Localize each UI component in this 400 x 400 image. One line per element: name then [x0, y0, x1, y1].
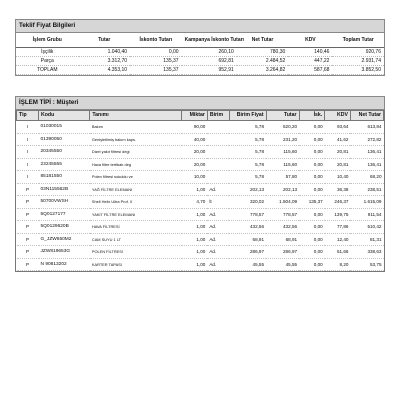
items-col-header: Miktar — [182, 111, 208, 121]
items-cell: 0,00 — [299, 246, 325, 259]
items-cell: 20,00 — [182, 158, 208, 171]
items-cell: Ad. — [207, 258, 229, 271]
offer-cell: 780,30 — [237, 48, 289, 57]
items-cell: 1.504,09 — [266, 196, 299, 209]
offer-cell: 447,22 — [288, 57, 332, 66]
offer-col-header: Kampanya İskonto Tutarı — [182, 33, 237, 48]
items-cell: 68,20 — [350, 171, 383, 184]
items-cell: Genişletilmiş bakım kaps. — [90, 133, 182, 146]
items-cell: 10,40 — [325, 171, 351, 184]
items-cell: 01390050 — [39, 133, 90, 146]
items-cell: 778,57 — [229, 208, 266, 221]
items-cell: 1,00 — [182, 183, 208, 196]
items-cell: 0,00 — [299, 233, 325, 246]
items-cell: 1,00 — [182, 233, 208, 246]
items-cell: 81,31 — [350, 233, 383, 246]
items-cell: 778,57 — [266, 208, 299, 221]
items-cell: 12,40 — [325, 233, 351, 246]
items-col-header: Birim — [207, 111, 229, 121]
items-cell: I — [17, 133, 39, 146]
items-cell: 272,82 — [350, 133, 383, 146]
items-cell: 510,42 — [350, 221, 383, 234]
items-cell: 0,00 — [299, 146, 325, 159]
items-cell: Dizel yakıt filtresi degi — [90, 146, 182, 159]
offer-cell: 920,76 — [332, 48, 384, 57]
items-cell: 45,55 — [266, 258, 299, 271]
items-row — [17, 196, 384, 209]
items-cell: 5Q0127177 — [39, 208, 90, 221]
items-cell: 4,70 — [182, 196, 208, 209]
items-col-header: Tutar — [266, 111, 299, 121]
items-cell: P — [17, 183, 39, 196]
items-cell: lt — [207, 196, 229, 209]
offer-cell: 135,37 — [130, 57, 182, 66]
items-cell: 5Q0129620B — [39, 221, 90, 234]
items-cell: N 90813202 — [39, 258, 90, 271]
offer-cell: 2.484,52 — [237, 57, 289, 66]
items-row — [17, 158, 384, 171]
offer-row — [16, 66, 384, 75]
offer-cell: 3.852,50 — [332, 66, 384, 75]
items-col-header: Tip — [17, 111, 39, 121]
offer-cell: İşçilik — [16, 48, 79, 57]
items-cell: HAVA FİLTRESİ — [90, 221, 182, 234]
items-cell: 5,78 — [229, 146, 266, 159]
items-body — [17, 121, 384, 271]
items-cell: Ad. — [207, 221, 229, 234]
items-cell: 1,00 — [182, 258, 208, 271]
items-cell: 68,91 — [229, 233, 266, 246]
items-table-wrapper — [15, 110, 385, 272]
items-cell: KARTER TAPASI — [90, 258, 182, 271]
items-cell: 40,00 — [182, 133, 208, 146]
items-cell: 0,00 — [299, 133, 325, 146]
offer-col-header: Tutar — [79, 33, 131, 48]
offer-cell: 0,00 — [130, 48, 182, 57]
offer-cell: 2.931,74 — [332, 57, 384, 66]
items-cell: 23245555 — [39, 158, 90, 171]
items-col-header: Tanımı — [90, 111, 182, 121]
items-cell: 20345550 — [39, 146, 90, 159]
items-cell: 1,00 — [182, 246, 208, 259]
items-cell: 0,00 — [299, 221, 325, 234]
items-row — [17, 121, 384, 134]
items-cell: Bakım — [90, 121, 182, 134]
items-cell: 10,00 — [182, 171, 208, 184]
items-cell: 432,56 — [266, 221, 299, 234]
items-col-header: Kodu — [39, 111, 90, 121]
items-cell: 286,97 — [266, 246, 299, 259]
items-cell: 0,00 — [299, 208, 325, 221]
items-cell: 1.615,09 — [350, 196, 383, 209]
offer-cell: TOPLAM — [16, 66, 79, 75]
items-cell: 136,41 — [350, 158, 383, 171]
offer-row — [16, 48, 384, 57]
items-cell: 20,00 — [182, 146, 208, 159]
items-cell: Ad. — [207, 233, 229, 246]
items-cell: 135,37 — [299, 196, 325, 209]
items-cell: 320,02 — [229, 196, 266, 209]
items-cell: 432,56 — [229, 221, 266, 234]
items-cell: P — [17, 233, 39, 246]
offer-cell: 3.312,70 — [79, 57, 131, 66]
items-cell: 68,91 — [266, 233, 299, 246]
items-cell: 1,00 — [182, 208, 208, 221]
items-row — [17, 183, 384, 196]
offer-cell: Parça — [16, 57, 79, 66]
items-col-header: KDV — [325, 111, 351, 121]
items-cell — [207, 121, 229, 134]
offer-col-header: Net Tutar — [237, 33, 289, 48]
items-row — [17, 133, 384, 146]
items-cell: Ad. — [207, 246, 229, 259]
items-cell: Polen filtresi sokuldu ve — [90, 171, 182, 184]
items-cell: 286,97 — [229, 246, 266, 259]
items-cell: 20,81 — [325, 146, 351, 159]
offer-cell: 3.264,82 — [237, 66, 289, 75]
items-cell: P — [17, 258, 39, 271]
offer-col-header: İşlem Grubu — [16, 33, 79, 48]
offer-cell: 140,46 — [288, 48, 332, 57]
items-cell: I — [17, 121, 39, 134]
items-cell: 51,66 — [325, 246, 351, 259]
items-header-row — [17, 111, 384, 121]
items-cell: 520,20 — [266, 121, 299, 134]
items-cell: 238,51 — [350, 183, 383, 196]
items-cell: 36,38 — [325, 183, 351, 196]
items-cell: 93,64 — [325, 121, 351, 134]
items-cell: 85181550 — [39, 171, 90, 184]
items-cell — [207, 158, 229, 171]
offer-body — [16, 48, 384, 75]
items-cell: 53,75 — [350, 258, 383, 271]
offer-cell: 260,10 — [182, 48, 237, 57]
items-cell: 338,63 — [350, 246, 383, 259]
items-cell: 911,54 — [350, 208, 383, 221]
items-col-header: Birim Fiyat — [229, 111, 266, 121]
items-row — [17, 146, 384, 159]
items-row — [17, 208, 384, 221]
items-col-header: Net Tutar — [350, 111, 383, 121]
items-row — [17, 258, 384, 271]
offer-col-header: KDV — [288, 33, 332, 48]
items-cell: 246,37 — [325, 196, 351, 209]
items-cell: 57,80 — [266, 171, 299, 184]
items-section-title: İŞLEM TİPİ : Müşteri — [15, 96, 385, 110]
offer-cell: 587,68 — [288, 66, 332, 75]
items-table — [16, 110, 384, 271]
offer-col-header: İskonto Tutarı — [130, 33, 182, 48]
items-cell: P — [17, 196, 39, 209]
items-cell: CAM SUYU 1 LT — [90, 233, 182, 246]
items-cell: 0,00 — [299, 258, 325, 271]
items-cell: 115,60 — [266, 158, 299, 171]
items-cell: 90,00 — [182, 121, 208, 134]
items-cell: I — [17, 158, 39, 171]
items-cell: 5,78 — [229, 133, 266, 146]
items-cell: 115,60 — [266, 146, 299, 159]
items-cell: YAĞ FİLTRE ELEMANI — [90, 183, 182, 196]
items-cell: JZW819653G — [39, 246, 90, 259]
items-cell: 01030015 — [39, 121, 90, 134]
items-cell: 1,00 — [182, 221, 208, 234]
items-row — [17, 171, 384, 184]
offer-cell: 4.353,10 — [79, 66, 131, 75]
items-cell — [207, 133, 229, 146]
items-cell: G_JZW650M2 — [39, 233, 90, 246]
items-cell: YAKIT FİLTRE ELEMANI — [90, 208, 182, 221]
offer-cell: 1.040,40 — [79, 48, 131, 57]
offer-document — [15, 19, 385, 272]
items-col-header: İsk. — [299, 111, 325, 121]
items-row — [17, 221, 384, 234]
offer-col-header: Toplam Tutar — [332, 33, 384, 48]
items-cell: 202,13 — [229, 183, 266, 196]
items-cell: P — [17, 221, 39, 234]
items-cell: 0,00 — [299, 183, 325, 196]
items-cell: 41,62 — [325, 133, 351, 146]
offer-section-title: Teklif Fiyat Bilgileri — [15, 19, 385, 33]
offer-header-row — [16, 33, 384, 48]
items-cell: 0,00 — [299, 158, 325, 171]
items-row — [17, 246, 384, 259]
items-cell: 45,55 — [229, 258, 266, 271]
items-cell: 136,41 — [350, 146, 383, 159]
offer-cell: 692,81 — [182, 57, 237, 66]
items-cell: 202,13 — [266, 183, 299, 196]
items-cell: P — [17, 246, 39, 259]
items-cell: I — [17, 171, 39, 184]
items-row — [17, 233, 384, 246]
items-cell: I — [17, 146, 39, 159]
items-cell: 50700VWSH — [39, 196, 90, 209]
items-cell: 5,78 — [229, 121, 266, 134]
items-cell: 77,86 — [325, 221, 351, 234]
offer-summary-wrapper — [15, 33, 385, 76]
items-cell: 231,20 — [266, 133, 299, 146]
items-cell: 5,78 — [229, 158, 266, 171]
items-cell: Hava filtre tertibatı deg — [90, 158, 182, 171]
items-cell: 5,78 — [229, 171, 266, 184]
offer-summary-table — [16, 33, 384, 75]
items-cell: 20,81 — [325, 158, 351, 171]
items-cell: Ad. — [207, 208, 229, 221]
items-cell — [207, 171, 229, 184]
items-cell: 03N115562B — [39, 183, 90, 196]
items-cell: 613,84 — [350, 121, 383, 134]
items-cell: Ad. — [207, 183, 229, 196]
items-cell: P — [17, 208, 39, 221]
items-cell: POLEN FİLTRESİ — [90, 246, 182, 259]
items-cell: 0,00 — [299, 171, 325, 184]
offer-cell: 952,91 — [182, 66, 237, 75]
items-cell: 139,75 — [325, 208, 351, 221]
items-cell: 0,00 — [299, 121, 325, 134]
offer-row — [16, 57, 384, 66]
items-cell: 8,20 — [325, 258, 351, 271]
offer-cell: 135,37 — [130, 66, 182, 75]
items-cell: Shell Helix Ultra Prof. 0 — [90, 196, 182, 209]
items-cell — [207, 146, 229, 159]
